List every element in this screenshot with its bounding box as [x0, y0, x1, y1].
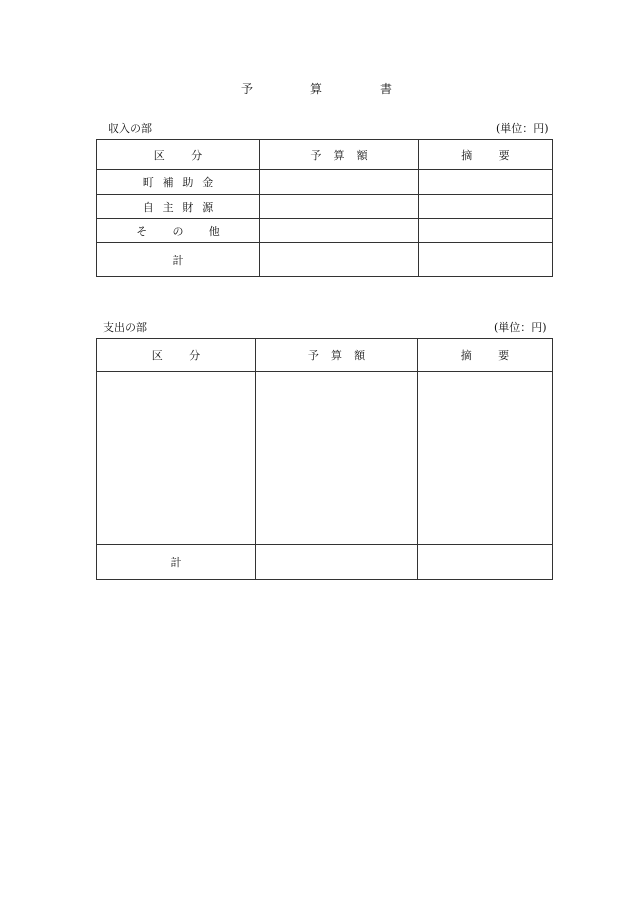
expense-total-note[interactable]: [418, 545, 553, 580]
expense-caption: 支出の部: [103, 321, 147, 334]
expense-header-amount: 予算額: [256, 339, 418, 372]
income-caption: 収入の部: [108, 122, 152, 135]
expense-unit: (単位：円): [494, 321, 547, 334]
expense-header-row: [97, 339, 553, 372]
income-row-amount[interactable]: [260, 195, 419, 219]
expense-body-category[interactable]: [97, 372, 256, 545]
expense-body-amount[interactable]: [256, 372, 418, 545]
income-unit: (単位：円): [496, 122, 549, 135]
expense-header-note: 摘要: [418, 339, 553, 372]
expense-table: [96, 338, 553, 580]
page-title: [0, 80, 630, 98]
expense-total-label: 計: [97, 545, 256, 580]
income-row: [97, 195, 553, 219]
income-row-note[interactable]: [419, 170, 553, 195]
income-total-amount[interactable]: [260, 243, 419, 277]
income-header-row: [97, 140, 553, 170]
expense-total-row: [97, 545, 553, 580]
title-char-3: 書: [380, 82, 393, 96]
expense-body-row: [97, 372, 553, 545]
income-row: [97, 170, 553, 195]
expense-header-category: 区分: [97, 339, 256, 372]
income-row-note[interactable]: [419, 195, 553, 219]
income-row-category: 町補助金: [97, 170, 260, 195]
title-char-2: 算: [310, 82, 323, 96]
income-row: [97, 219, 553, 243]
income-header-category: 区分: [97, 140, 260, 170]
expense-body-note[interactable]: [418, 372, 553, 545]
income-table: [96, 139, 553, 277]
income-row-amount[interactable]: [260, 219, 419, 243]
expense-total-amount[interactable]: [256, 545, 418, 580]
income-row-category: 自主財源: [97, 195, 260, 219]
income-row-category: その他: [97, 219, 260, 243]
income-header-amount: 予算額: [260, 140, 419, 170]
income-total-row: [97, 243, 553, 277]
income-total-label: 計: [97, 243, 260, 277]
income-row-note[interactable]: [419, 219, 553, 243]
income-total-note[interactable]: [419, 243, 553, 277]
income-row-amount[interactable]: [260, 170, 419, 195]
title-char-1: 予: [241, 82, 254, 96]
income-header-note: 摘要: [419, 140, 553, 170]
